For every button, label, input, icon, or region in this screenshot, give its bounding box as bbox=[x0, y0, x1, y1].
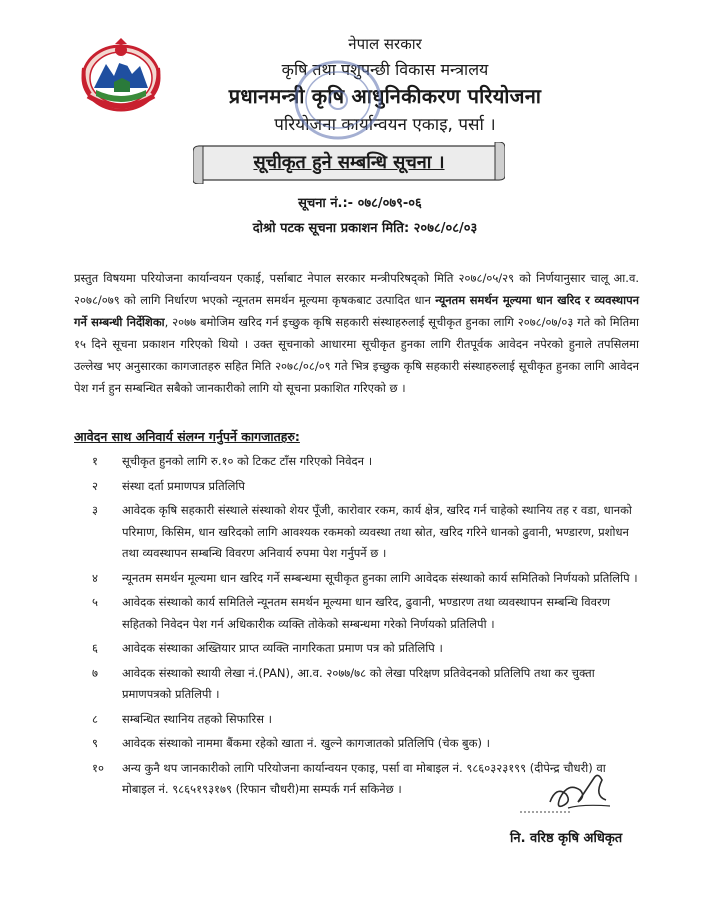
body-text-1: प्रस्तुत विषयमा परियोजना कार्यान्वयन एकाई, पर्साबाट नेपाल सरकार मन्त्रीपरिषद्‌को मिति २०७८/०५/२९ को निर्णयानुसार चालू आ.व. २०७८/०७९ को लागि निर्धारण भएको न्यूनतम समर्थन मूल्यमा कृषकबाट उत्पादित धान bbox=[74, 271, 639, 307]
list-item bbox=[92, 592, 640, 635]
list-item bbox=[92, 709, 640, 731]
list-item-text: आवेदक संस्थाको कार्य समितिले न्यूनतम समर्थन मूल्यमा धान खरिद, ढुवानी, भण्डारण तथा व्यवस्थापन सम्बन्धि विवरण सहितको निवेदन पेश गर्न अधिकारीक व्यक्ति तोकेको सम्बन्धमा गरेको निर्णयको प्रतिलिपी । bbox=[122, 595, 611, 631]
list-item-text: संस्था दर्ता प्रमाणपत्र प्रतिलिपि bbox=[122, 478, 245, 493]
notice-title: सूचीकृत हुने सम्बन्धि सूचना । bbox=[253, 152, 445, 173]
list-item-number: १० bbox=[92, 760, 104, 775]
body-bold-guideline: न्यूनतम समर्थन मूल्यमा धान खरिद र व्यवस्थापन गर्ने सम्बन्धी निर्देशिका bbox=[74, 293, 639, 329]
list-item bbox=[92, 451, 640, 473]
list-item-text: आवेदक संस्थाका अख्तियार प्राप्त व्यक्ति नागरिकता प्रमाण पत्र को प्रतिलिपि । bbox=[122, 641, 443, 655]
header-unit: परियोजना कार्यान्वयन एकाइ, पर्सा । bbox=[274, 115, 496, 135]
list-item-text: आवेदक संस्थाको स्थायी लेखा नं.(PAN), आ.व. २०७७/७८ को लेखा परिक्षण प्रतिवेदनको प्रतिलिपि तथा कर चुक्ता प्रमाणपत्रको प्रतिलिपी । bbox=[122, 665, 595, 701]
notice-body bbox=[74, 267, 639, 399]
list-item bbox=[92, 500, 640, 565]
list-item bbox=[92, 663, 640, 706]
list-item-number: ६ bbox=[92, 641, 98, 655]
list-item-number: ५ bbox=[92, 595, 98, 609]
body-text-2: , २०७७ बमोजिम खरिद गर्न इच्छुक कृषि सहकारी संस्थाहरुलाई सूचीकृत हुनका लागि २०७८/०७/०३ गते को मितिमा १५ दिने सूचना प्रकाशन गरिएको थियो । उक्त सूचनाको आधारमा सूचीकृत हुनका लागि रीतपूर्वक आवेदन नपेरको हुनाले तपसिलमा उल्लेख भए अनुसारका कागजातहरु सहित मिति २०७८/०८/०९ गते भित्र इच्छुक कृषि सहकारी संस्थाहरुलाई सूचीकृत हुनका लागि आवेदन पेश गर्न हुन सम्बन्धित सबैको जानकारीको लागि यो सूचना प्रकाशित गरिएको छ । bbox=[74, 315, 639, 395]
list-item bbox=[92, 638, 640, 660]
requirements-list bbox=[92, 451, 640, 804]
list-item-number: १ bbox=[92, 454, 98, 468]
list-item-text: न्यूनतम समर्थन मूल्यमा धान खरिद गर्ने सम्बन्धमा सूचीकृत हुनका लागि आवेदक संस्थाको कार्य समितिको निर्णयको प्रतिलिपि । bbox=[122, 570, 638, 585]
list-item bbox=[92, 568, 640, 590]
list-item-number: ८ bbox=[92, 711, 98, 726]
requirements-heading: आवेदन साथ अनिवार्य संलग्न गर्नुपर्ने कागजातहरु: bbox=[74, 429, 300, 444]
list-item-number: ३ bbox=[92, 503, 98, 517]
notice-number: सूचना नं.:- ०७८/०७९-०६ bbox=[298, 196, 422, 211]
list-item-text: आवेदक संस्थाको नाममा बैंकमा रहेको खाता नं. खुल्ने कागजातको प्रतिलिपि (चेक बुक) । bbox=[122, 736, 490, 750]
signature-icon bbox=[510, 768, 630, 822]
list-item-text: आवेदक कृषि सहकारी संस्थाले संस्थाको शेयर पूँजी, कारोवार रकम, कार्य क्षेत्र, खरिद गर्न चाहेको स्थानिय तह र वडा, धानको परिमाण, किसिम, धान खरिदको लागि आवश्यक रकमको व्यवस्था तथा स्रोत, खरिद गरिने धानको ढुवानी, भण्डारण, प्रशोधन तथा व्यवस्थापन सम्बन्धि विवरण अनिवार्य रुपमा पेश गर्नुपर्ने छ । bbox=[122, 503, 632, 560]
list-item-text: सम्बन्धित स्थानिय तहको सिफारिस । bbox=[122, 711, 272, 726]
list-item-number: ४ bbox=[92, 570, 98, 585]
header-project: प्रधानमन्त्री कृषि आधुनिकीकरण परियोजना bbox=[228, 84, 542, 108]
list-item bbox=[92, 476, 640, 498]
list-item-number: ७ bbox=[92, 665, 98, 680]
list-item-number: ९ bbox=[92, 736, 98, 750]
list-item-number: २ bbox=[92, 478, 98, 493]
signatory-title: नि. वरिष्ठ कृषि अधिकृत bbox=[510, 831, 623, 846]
office-stamp-icon bbox=[290, 56, 386, 144]
header-government: नेपाल सरकार bbox=[348, 35, 422, 53]
list-item bbox=[92, 733, 640, 755]
list-item-text: सूचीकृत हुनको लागि रु.१० को टिकट टाँस गरिएको निवेदन । bbox=[122, 454, 373, 468]
header-ministry: कृषि तथा पशुपन्छी विकास मन्त्रालय bbox=[281, 60, 489, 79]
publish-date: दोश्रो पटक सूचना प्रकाशन मिति: २०७८/०८/०३ bbox=[252, 221, 478, 236]
list-item-text: अन्य कुनै थप जानकारीको लागि परियोजना कार्यान्वयन एकाइ, पर्सा वा मोबाइल नं. ९८६०३२३१९९ (दीपेन्द्र चौधरी) वा मोबाइल नं. ९८६५१९३१७९ (रिफान चौधरी)मा सम्पर्क गर्न सकिनेछ । bbox=[122, 760, 606, 796]
